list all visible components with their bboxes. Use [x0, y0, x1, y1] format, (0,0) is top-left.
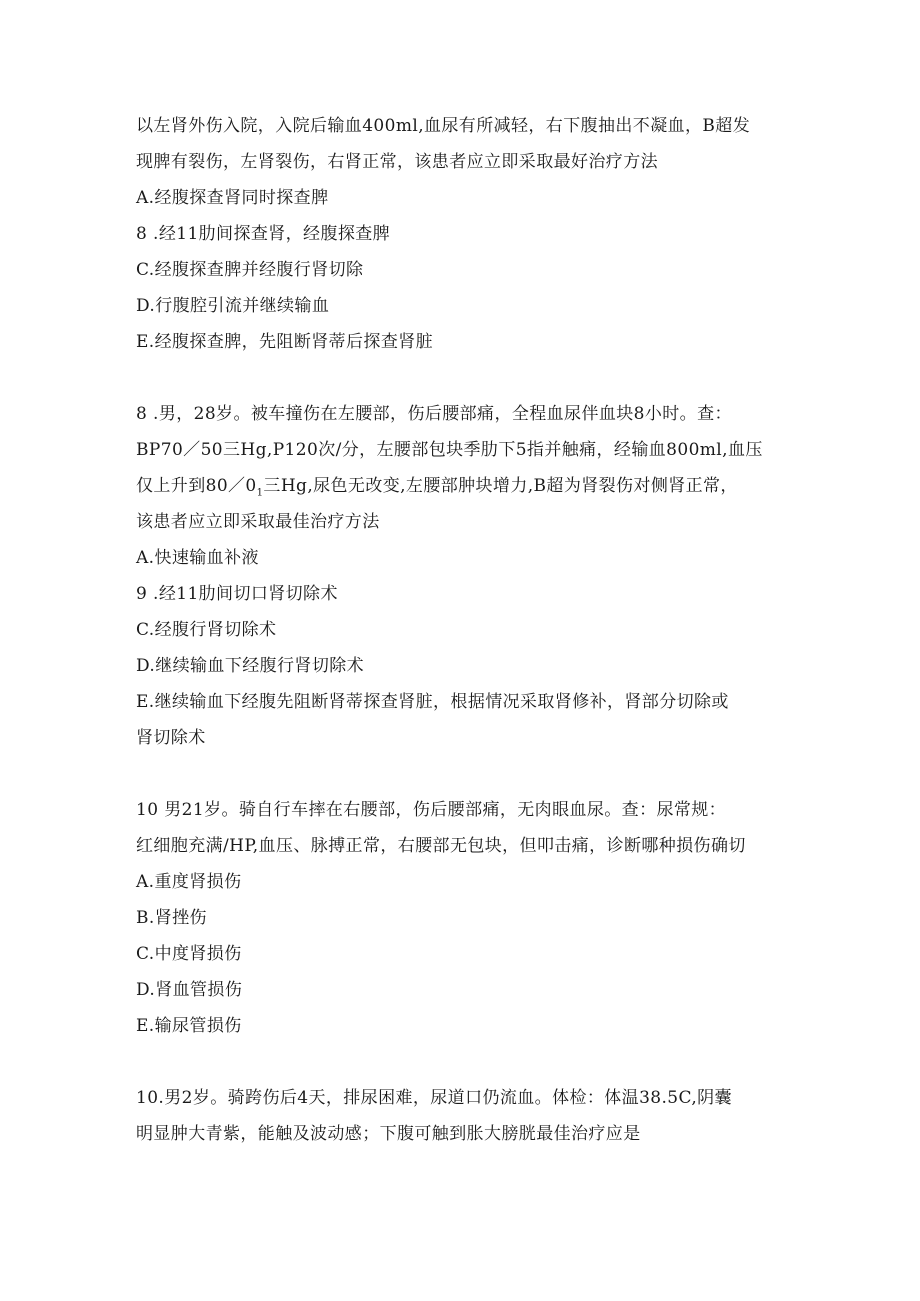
- option-e: E.输尿管损伤: [136, 1016, 242, 1036]
- option-c: C.中度肾损伤: [136, 944, 242, 964]
- option-a: A.经腹探查肾同时探查脾: [136, 188, 329, 208]
- option-b: B.肾挫伤: [136, 908, 207, 928]
- question-stem-line: 10 男21岁。骑自行车摔在右腰部，伤后腰部痛，无肉眼血尿。查：尿常规：: [136, 800, 727, 820]
- option-d: D.肾血管损伤: [136, 980, 243, 1000]
- question-stem-line: [136, 468, 796, 504]
- question-stem-line: BP70／50三Hg,P120次/分，左腰部包块季肋下5指并触痛，经输血800ml,血压: [136, 440, 763, 460]
- option-c: C.经腹探查脾并经腹行肾切除: [136, 260, 364, 280]
- paragraph-gap: [136, 756, 796, 792]
- question-block-2: [136, 396, 796, 756]
- question-stem-line: 该患者应立即采取最佳治疗方法: [136, 512, 380, 532]
- option-d: D.继续输血下经腹行肾切除术: [136, 656, 365, 676]
- question-block-4: [136, 1080, 796, 1152]
- document-page: [136, 108, 796, 1152]
- question-stem-line: 红细胞充满/HP,血压、脉搏正常，右腰部无包块，但叩击痛，诊断哪种损伤确切: [136, 836, 746, 856]
- option-e: E.继续输血下经腹先阻断肾蒂探查肾脏，根据情况采取肾修补，肾部分切除或: [136, 692, 729, 712]
- option-d: D.行腹腔引流并继续输血: [136, 296, 330, 316]
- question-stem-line: 8 .男，28岁。被车撞伤在左腰部，伤后腰部痛，全程血尿伴血块8小时。查：: [136, 404, 732, 424]
- question-stem-line: 明显肿大青紫，能触及波动感；下腹可触到胀大膀胱最佳治疗应是: [136, 1124, 641, 1144]
- question-stem-line: 现脾有裂伤，左肾裂伤，右肾正常，该患者应立即采取最好治疗方法: [136, 152, 658, 172]
- option-b: 8 .经11肋间探查肾，经腹探查脾: [136, 224, 391, 244]
- paragraph-gap: [136, 1044, 796, 1080]
- option-a: A.重度肾损伤: [136, 872, 242, 892]
- option-e: E.经腹探查脾，先阻断肾蒂后探查肾脏: [136, 332, 434, 352]
- question-block-1: [136, 108, 796, 360]
- option-a: A.快速输血补液: [136, 548, 259, 568]
- option-c: C.经腹行肾切除术: [136, 620, 277, 640]
- option-e-continued: 肾切除术: [136, 728, 206, 748]
- stem-text: 三Hg,尿色无改变,左腰部肿块增力,B超为肾裂伤对侧肾正常，: [263, 476, 738, 496]
- subscript: 1: [256, 487, 264, 499]
- option-b: 9 .经11肋间切口肾切除术: [136, 584, 338, 604]
- paragraph-gap: [136, 360, 796, 396]
- stem-text: 仅上升到80／0: [136, 476, 257, 496]
- question-stem-line: 以左肾外伤入院，入院后输血400ml,血尿有所减轻，右下腹抽出不凝血，B超发: [136, 116, 751, 136]
- question-block-3: [136, 792, 796, 1044]
- question-stem-line: 10.男2岁。骑跨伤后4天，排尿困难，尿道口仍流血。体检：体温38.5C,阴囊: [136, 1088, 732, 1108]
